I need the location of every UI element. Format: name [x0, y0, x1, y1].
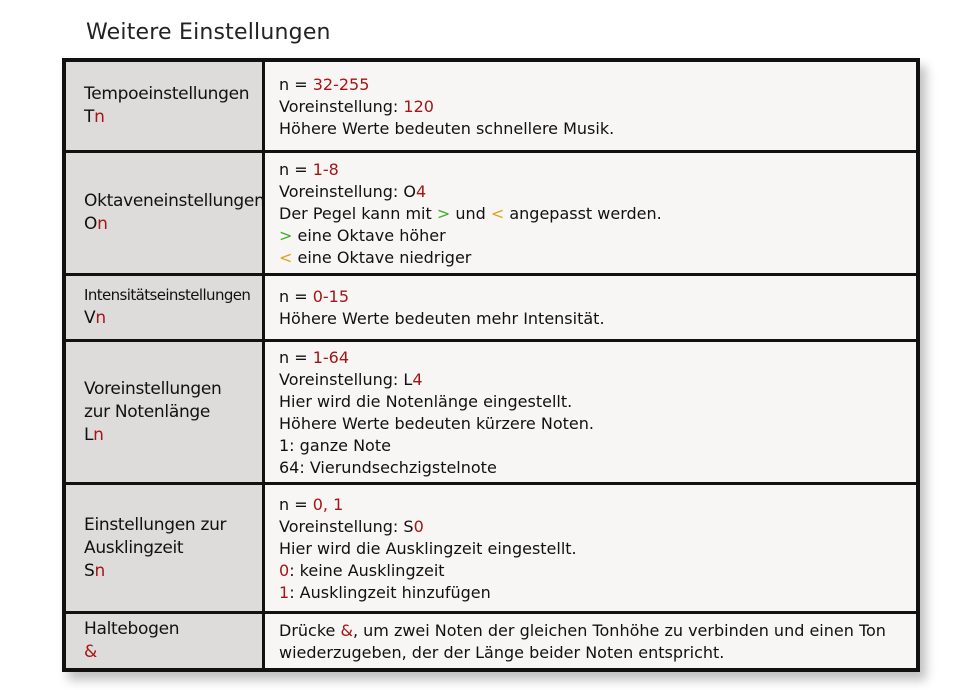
range-line: n = 0-15 [279, 287, 350, 307]
setting-code: On [84, 213, 108, 234]
default-line: Voreinstellung: S0 [279, 517, 424, 537]
setting-code: Tn [84, 106, 105, 127]
table-row-tie [66, 611, 916, 668]
range-line: n = 1-8 [279, 159, 339, 179]
default-line: Voreinstellung: O4 [279, 181, 427, 201]
table-row-intensity [66, 273, 916, 339]
description: Höhere Werte bedeuten mehr Intensität. [279, 309, 605, 329]
label-cell-tempo [66, 62, 265, 150]
description-line: Hier wird die Ausklingzeit eingestellt. [279, 539, 577, 559]
range-line: n = 32-255 [279, 74, 370, 94]
page-title: Weitere Einstellungen [86, 20, 331, 45]
description: Höhere Werte bedeuten schnellere Musik. [279, 118, 615, 138]
default-line: Voreinstellung: 120 [279, 96, 434, 116]
label-cell-note-length [66, 342, 265, 482]
setting-name-line2: zur Notenlänge [84, 401, 211, 422]
setting-name: Voreinstellungen [84, 378, 222, 399]
table-row-octave [66, 150, 916, 273]
description: Drücke &, um zwei Noten der gleichen Tonhöhe zu verbinden und einen Ton wiederzugeben, der der Länge beider Noten entspricht. [279, 621, 886, 662]
content-cell-octave [265, 153, 916, 273]
setting-name: Haltebogen [84, 619, 180, 639]
table-row-release [66, 482, 916, 611]
description-line: 64: Vierundsechzigstelnote [279, 458, 497, 478]
description-line: 1: ganze Note [279, 436, 391, 456]
setting-name: Intensitätseinstellungen [84, 286, 251, 305]
option-line-0: 0: keine Ausklingzeit [279, 561, 445, 581]
setting-code: Sn [84, 560, 105, 581]
octave-up-line: > eine Oktave höher [279, 225, 446, 245]
table-row-tempo [66, 62, 916, 150]
content-cell-release [265, 485, 916, 611]
content-cell-note-length [265, 342, 916, 482]
setting-name: Einstellungen zur [84, 514, 227, 535]
description-line: Hier wird die Notenlänge eingestellt. [279, 392, 573, 412]
description-line: Höhere Werte bedeuten kürzere Noten. [279, 414, 594, 434]
range-line: n = 0, 1 [279, 495, 344, 515]
content-cell-tempo [265, 62, 916, 150]
setting-code: Vn [84, 308, 106, 329]
setting-name: Tempoeinstellungen [84, 83, 250, 104]
content-cell-tie [265, 614, 916, 668]
content-cell-intensity [265, 276, 916, 339]
setting-code: & [84, 642, 97, 662]
setting-code: Ln [84, 424, 104, 445]
option-line-1: 1: Ausklingzeit hinzufügen [279, 583, 491, 603]
setting-name-line2: Ausklingzeit [84, 537, 184, 558]
default-line: Voreinstellung: L4 [279, 370, 423, 390]
label-cell-intensity [66, 276, 265, 339]
description: Der Pegel kann mit > und < angepasst werden. [279, 203, 662, 223]
table-row-note-length [66, 339, 916, 482]
setting-name: Oktaveneinstellungen [84, 190, 265, 211]
label-cell-octave [66, 153, 265, 273]
octave-down-line: < eine Oktave niedriger [279, 247, 472, 267]
label-cell-release [66, 485, 265, 611]
label-cell-tie [66, 614, 265, 668]
range-line: n = 1-64 [279, 348, 350, 368]
settings-table [62, 58, 920, 672]
